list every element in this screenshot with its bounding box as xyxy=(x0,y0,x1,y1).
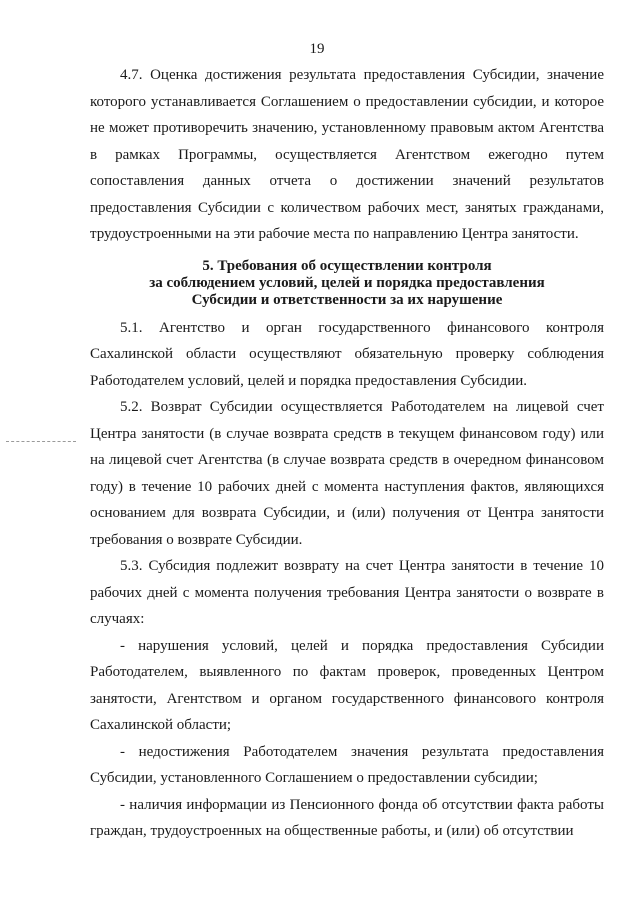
list-item-non-achievement: - недостижения Работодателем значения результата предоставления Субсидии, установленного Соглашением о предоставлении субсидии; xyxy=(90,743,604,786)
heading-line-3: Субсидии и ответственности за их нарушение xyxy=(191,291,503,308)
heading-line-2: за соблюдением условий, целей и порядка предоставления xyxy=(149,274,545,291)
heading-line-1: 5. Требования об осуществлении контроля xyxy=(202,257,492,274)
paragraph-4-7: 4.7. Оценка достижения результата предоставления Субсидии, значение которого устанавливается Соглашением о предоставлении субсидии, и которое не может противоречить значению, установленному правовым актом Агентства в рамках Программы, осуществляется Агентством ежегодно путем сопоставления данных отчета о достижении значений результатов предоставления Субсидии с количеством рабочих мест, занятых гражданами, трудоустроенными на эти рабочие места по направлению Центра занятости. xyxy=(90,67,604,242)
paragraph-5-3: 5.3. Субсидия подлежит возврату на счет Центра занятости в течение 10 рабочих дней с момента получения требования Центра занятости о возврате в случаях: xyxy=(90,558,604,627)
section-5-heading xyxy=(90,258,604,309)
page-number: 19 xyxy=(309,41,325,57)
list-item-pension-fund-info: - наличия информации из Пенсионного фонда об отсутствии факта работы граждан, трудоустроенных на общественные работы, и (или) об отсутствии xyxy=(90,796,604,839)
margin-scan-mark xyxy=(6,441,76,443)
paragraph-5-2: 5.2. Возврат Субсидии осуществляется Работодателем на лицевой счет Центра занятости (в случае возврата средств в текущем финансовом году) или на лицевой счет Агентства (в случае возврата средств в очередном финансовом году) в течение 10 рабочих дней с момента наступления фактов, являющихся основанием для возврата Субсидии, и (или) получения от Центра занятости требования о возврате Субсидии. xyxy=(90,399,604,548)
list-item-violation: - нарушения условий, целей и порядка предоставления Субсидии Работодателем, выявленного по фактам проверок, проведенных Центром занятости, Агентством и органом государственного финансового контроля Сахалинской области; xyxy=(90,637,604,733)
paragraph-5-1: 5.1. Агентство и орган государственного финансового контроля Сахалинской области осуществляют обязательную проверку соблюдения Работодателем условий, целей и порядка предоставления Субсидии. xyxy=(90,319,604,389)
document-body xyxy=(90,62,604,845)
